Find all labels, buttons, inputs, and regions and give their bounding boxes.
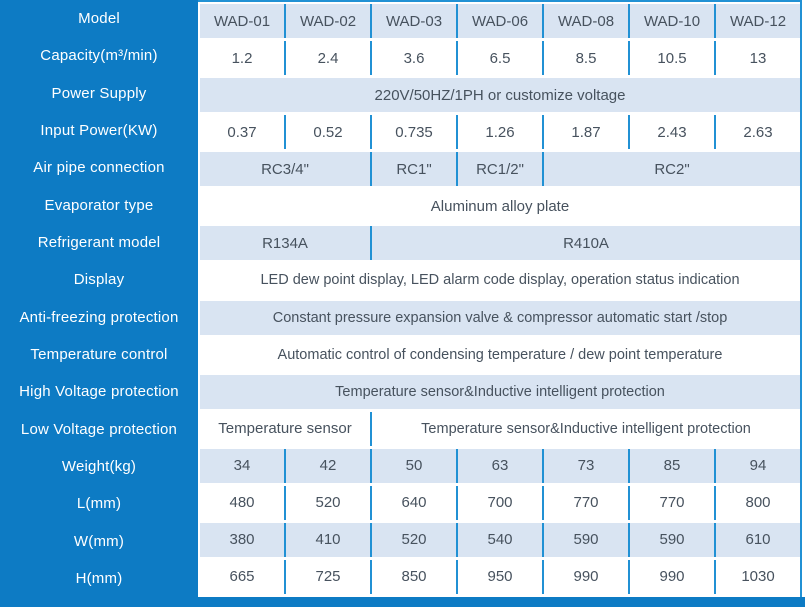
spec-row-model: [200, 4, 800, 38]
spec-cell: 850: [372, 560, 456, 594]
spec-cell: 6.5: [458, 41, 542, 75]
spec-row-low-voltage-protection: [200, 412, 800, 446]
spec-cell: WAD-01: [200, 4, 284, 38]
spec-cell: RC1": [372, 152, 456, 186]
spec-cell: Automatic control of condensing temperature / dew point temperature: [200, 338, 800, 372]
spec-row-power-supply: [200, 78, 800, 112]
spec-cell: 540: [458, 523, 542, 557]
spec-cell: 1.87: [544, 115, 628, 149]
spec-cell: 380: [200, 523, 284, 557]
spec-cell: 520: [372, 523, 456, 557]
spec-cell: R134A: [200, 226, 370, 260]
spec-cell: WAD-10: [630, 4, 714, 38]
spec-cell: 590: [544, 523, 628, 557]
row-label-anti-freezing-protection: Anti-freezing protection: [19, 308, 179, 326]
spec-cell: 13: [716, 41, 800, 75]
spec-cell: 480: [200, 486, 284, 520]
spec-row-l-mm: [200, 486, 800, 520]
spec-cell: WAD-06: [458, 4, 542, 38]
spec-cell: 990: [630, 560, 714, 594]
spec-row-anti-freezing-protection: [200, 301, 800, 335]
spec-cell: 42: [286, 449, 370, 483]
spec-cell: 50: [372, 449, 456, 483]
spec-cell: RC2": [544, 152, 800, 186]
table-bottom-border: [0, 597, 805, 607]
spec-cell: 640: [372, 486, 456, 520]
spec-cell: 800: [716, 486, 800, 520]
spec-cell: 8.5: [544, 41, 628, 75]
row-label-air-pipe-connection: Air pipe connection: [33, 159, 165, 177]
spec-cell: 1030: [716, 560, 800, 594]
spec-cell: R410A: [372, 226, 800, 260]
spec-cell: 725: [286, 560, 370, 594]
row-label-temperature-control: Temperature control: [30, 345, 168, 363]
spec-cell: 2.4: [286, 41, 370, 75]
spec-cell: 10.5: [630, 41, 714, 75]
spec-cell: Aluminum alloy plate: [200, 189, 800, 223]
spec-cell: 85: [630, 449, 714, 483]
spec-cell: WAD-03: [372, 4, 456, 38]
spec-cell: 520: [286, 486, 370, 520]
spec-row-evaporator-type: [200, 189, 800, 223]
spec-row-temperature-control: [200, 338, 800, 372]
spec-row-w-mm: [200, 523, 800, 557]
spec-cell: RC1/2": [458, 152, 542, 186]
spec-cell: 63: [458, 449, 542, 483]
spec-cell: 0.52: [286, 115, 370, 149]
row-label-w-mm: W(mm): [73, 532, 125, 550]
spec-cell: 770: [544, 486, 628, 520]
spec-cell: 94: [716, 449, 800, 483]
row-label-input-power-kw: Input Power(KW): [40, 122, 158, 140]
row-label-low-voltage-protection: Low Voltage protection: [20, 420, 178, 438]
row-label-h-mm: H(mm): [75, 569, 123, 587]
spec-cell: 770: [630, 486, 714, 520]
spec-cell: 0.37: [200, 115, 284, 149]
spec-cell: 73: [544, 449, 628, 483]
spec-cell: Temperature sensor&Inductive intelligent protection: [372, 412, 800, 446]
spec-cell: WAD-12: [716, 4, 800, 38]
row-label-model: Model: [78, 10, 120, 28]
spec-cell: 3.6: [372, 41, 456, 75]
spec-row-capacity-m-min: [200, 41, 800, 75]
spec-cell: 0.735: [372, 115, 456, 149]
spec-row-h-mm: [200, 560, 800, 594]
spec-cell: 2.43: [630, 115, 714, 149]
spec-cell: WAD-02: [286, 4, 370, 38]
spec-row-input-power-kw: [200, 115, 800, 149]
spec-cell: 220V/50HZ/1PH or customize voltage: [200, 78, 800, 112]
spec-cell: 665: [200, 560, 284, 594]
row-label-column: [0, 0, 198, 597]
row-label-display: Display: [73, 271, 125, 289]
spec-cell: 990: [544, 560, 628, 594]
spec-cell: 700: [458, 486, 542, 520]
spec-cell: LED dew point display, LED alarm code display, operation status indication: [200, 263, 800, 297]
spec-cell: 1.26: [458, 115, 542, 149]
spec-row-display: [200, 263, 800, 297]
spec-table-body: [198, 0, 802, 597]
spec-cell: Temperature sensor: [200, 412, 370, 446]
spec-cell: 2.63: [716, 115, 800, 149]
spec-cell: 1.2: [200, 41, 284, 75]
spec-cell: WAD-08: [544, 4, 628, 38]
spec-cell: 610: [716, 523, 800, 557]
row-label-capacity-m-min: Capacity(m³/min): [40, 47, 158, 65]
row-label-weight-kg: Weight(kg): [61, 457, 137, 475]
row-label-refrigerant-model: Refrigerant model: [37, 234, 161, 252]
spec-cell: 590: [630, 523, 714, 557]
spec-cell: RC3/4": [200, 152, 370, 186]
spec-cell: 34: [200, 449, 284, 483]
spec-cell: Temperature sensor&Inductive intelligent protection: [200, 375, 800, 409]
row-label-l-mm: L(mm): [76, 495, 122, 513]
spec-row-weight-kg: [200, 449, 800, 483]
spec-cell: 950: [458, 560, 542, 594]
spec-row-refrigerant-model: [200, 226, 800, 260]
spec-row-high-voltage-protection: [200, 375, 800, 409]
spec-row-air-pipe-connection: [200, 152, 800, 186]
row-label-power-supply: Power Supply: [51, 84, 147, 102]
spec-cell: Constant pressure expansion valve & compressor automatic start /stop: [200, 301, 800, 335]
row-label-evaporator-type: Evaporator type: [44, 196, 154, 214]
row-label-high-voltage-protection: High Voltage protection: [19, 383, 179, 401]
spec-cell: 410: [286, 523, 370, 557]
